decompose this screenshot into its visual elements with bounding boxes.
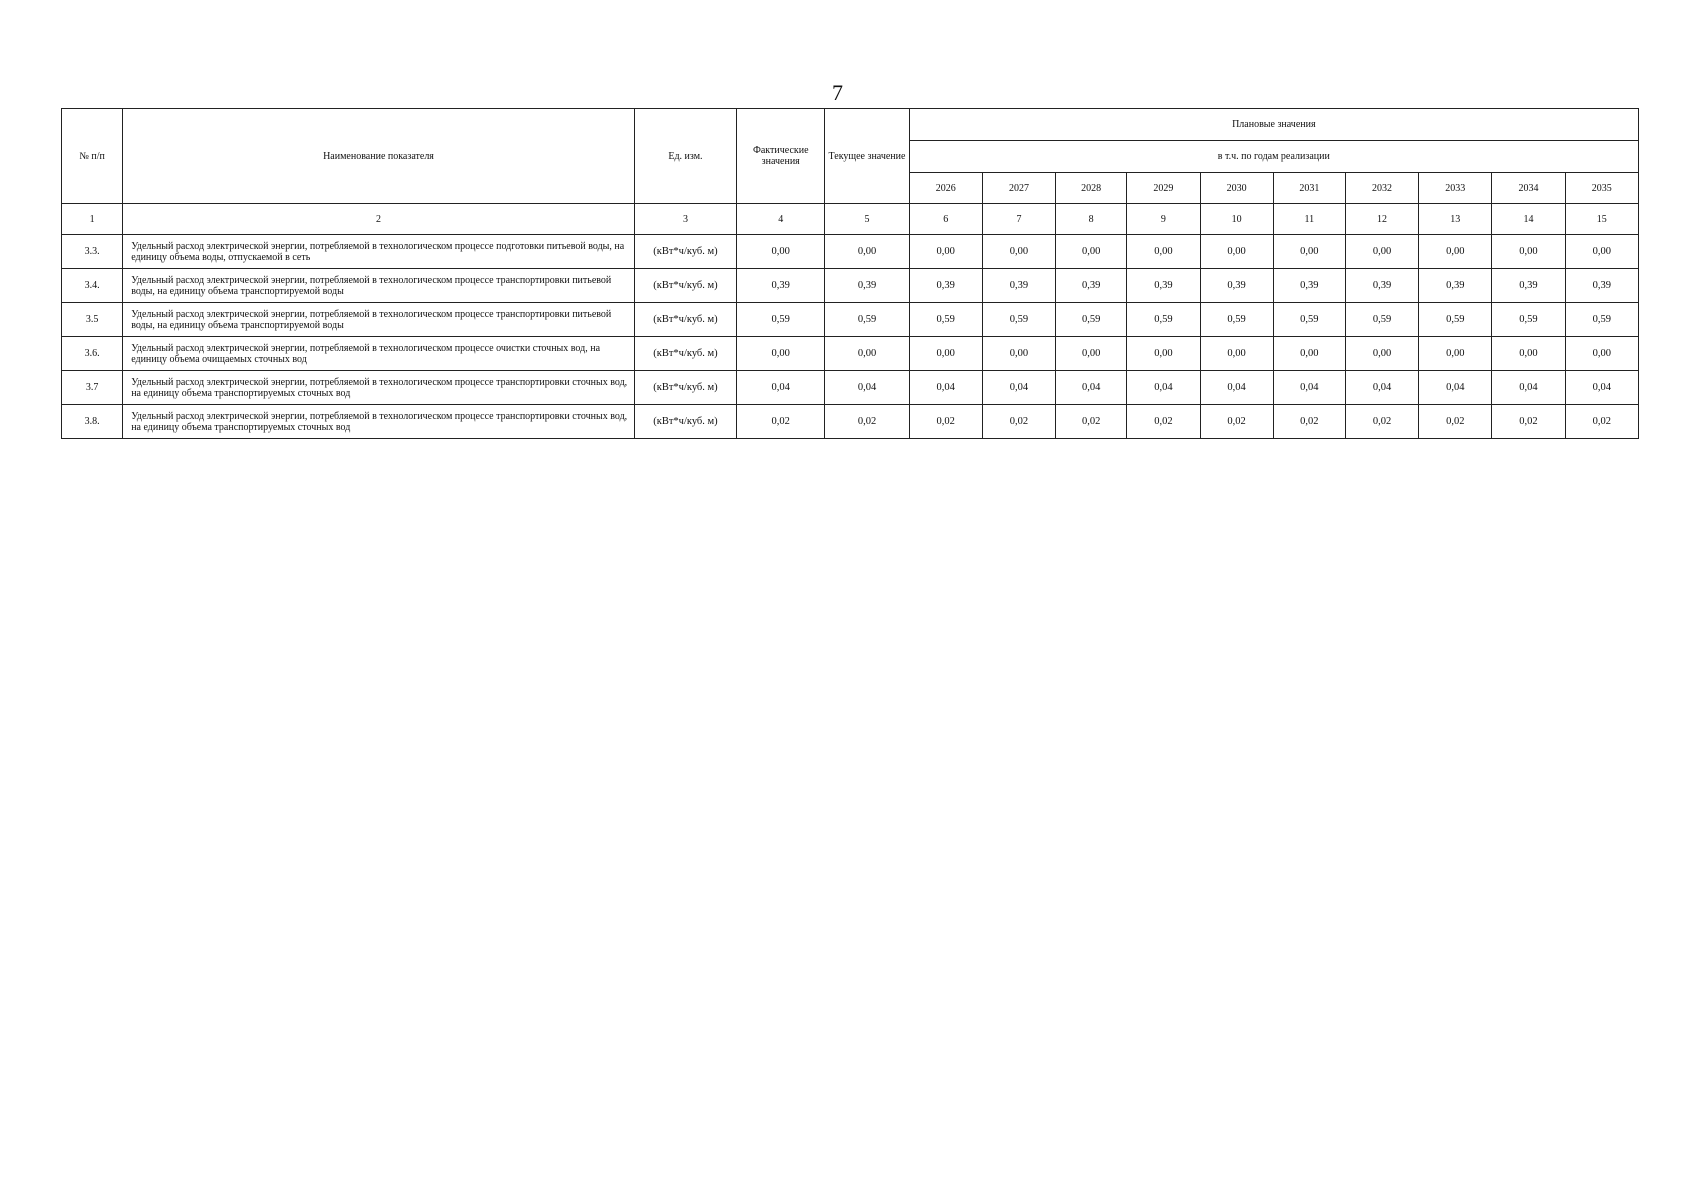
planned-value: 0,04 bbox=[1200, 371, 1273, 405]
planned-value: 0,04 bbox=[1273, 371, 1345, 405]
row-number: 3.4. bbox=[62, 269, 123, 303]
table-row bbox=[62, 371, 1639, 405]
planned-value: 0,02 bbox=[1200, 405, 1273, 439]
planned-value: 0,39 bbox=[982, 269, 1055, 303]
indicator-name: Удельный расход электрической энергии, потребляемой в технологическом процессе транспортировки питьевой воды, на единицу объема транспортируемой воды bbox=[123, 303, 635, 337]
header-unit: Ед. изм. bbox=[634, 109, 736, 204]
table-row bbox=[62, 269, 1639, 303]
header-year: 2034 bbox=[1492, 173, 1565, 204]
actual-value: 0,59 bbox=[737, 303, 825, 337]
unit-cell: (кВт*ч/куб. м) bbox=[634, 405, 736, 439]
header-year: 2032 bbox=[1345, 173, 1418, 204]
planned-value: 0,02 bbox=[1565, 405, 1638, 439]
planned-value: 0,02 bbox=[1056, 405, 1127, 439]
row-number: 3.6. bbox=[62, 337, 123, 371]
actual-value: 0,04 bbox=[737, 371, 825, 405]
planned-value: 0,00 bbox=[909, 337, 982, 371]
planned-value: 0,04 bbox=[982, 371, 1055, 405]
planned-value: 0,04 bbox=[1127, 371, 1200, 405]
header-year: 2030 bbox=[1200, 173, 1273, 204]
column-number-cell: 13 bbox=[1419, 204, 1492, 235]
column-number-cell: 9 bbox=[1127, 204, 1200, 235]
header-planned-group: Плановые значения bbox=[909, 109, 1638, 141]
header-year: 2028 bbox=[1056, 173, 1127, 204]
indicator-name: Удельный расход электрической энергии, потребляемой в технологическом процессе подготовки питьевой воды, на единицу объема воды, отпускаемой в сеть bbox=[123, 235, 635, 269]
planned-value: 0,00 bbox=[1200, 235, 1273, 269]
header-year: 2031 bbox=[1273, 173, 1345, 204]
table-header bbox=[62, 109, 1639, 235]
header-current: Текущее значение bbox=[825, 109, 909, 204]
planned-value: 0,59 bbox=[982, 303, 1055, 337]
row-number: 3.8. bbox=[62, 405, 123, 439]
planned-value: 0,00 bbox=[982, 337, 1055, 371]
header-number: № п/п bbox=[62, 109, 123, 204]
column-number-cell: 12 bbox=[1345, 204, 1418, 235]
row-number: 3.7 bbox=[62, 371, 123, 405]
actual-value: 0,00 bbox=[737, 337, 825, 371]
column-number-cell: 8 bbox=[1056, 204, 1127, 235]
planned-value: 0,39 bbox=[909, 269, 982, 303]
planned-value: 0,59 bbox=[909, 303, 982, 337]
header-year: 2035 bbox=[1565, 173, 1638, 204]
header-year: 2033 bbox=[1419, 173, 1492, 204]
planned-value: 0,00 bbox=[909, 235, 982, 269]
current-value: 0,00 bbox=[825, 337, 909, 371]
planned-value: 0,39 bbox=[1565, 269, 1638, 303]
header-planned-subgroup: в т.ч. по годам реализации bbox=[909, 141, 1638, 173]
current-value: 0,04 bbox=[825, 371, 909, 405]
planned-value: 0,00 bbox=[1345, 337, 1418, 371]
planned-value: 0,00 bbox=[1419, 235, 1492, 269]
planned-value: 0,59 bbox=[1492, 303, 1565, 337]
planned-value: 0,00 bbox=[1492, 235, 1565, 269]
planned-value: 0,00 bbox=[1273, 337, 1345, 371]
page-number-text: 7 bbox=[832, 80, 843, 105]
table-row bbox=[62, 303, 1639, 337]
planned-value: 0,02 bbox=[1419, 405, 1492, 439]
planned-value: 0,59 bbox=[1056, 303, 1127, 337]
planned-value: 0,00 bbox=[1056, 337, 1127, 371]
page-number bbox=[0, 80, 1695, 106]
planned-value: 0,02 bbox=[1492, 405, 1565, 439]
table-body bbox=[62, 235, 1639, 439]
planned-value: 0,02 bbox=[1127, 405, 1200, 439]
column-numbers-row bbox=[62, 204, 1639, 235]
column-number-cell: 11 bbox=[1273, 204, 1345, 235]
planned-value: 0,00 bbox=[1200, 337, 1273, 371]
actual-value: 0,00 bbox=[737, 235, 825, 269]
header-year: 2029 bbox=[1127, 173, 1200, 204]
indicator-name: Удельный расход электрической энергии, потребляемой в технологическом процессе очистки сточных вод, на единицу объема очищаемых сточных вод bbox=[123, 337, 635, 371]
planned-value: 0,04 bbox=[1056, 371, 1127, 405]
actual-value: 0,02 bbox=[737, 405, 825, 439]
unit-cell: (кВт*ч/куб. м) bbox=[634, 269, 736, 303]
indicator-name: Удельный расход электрической энергии, потребляемой в технологическом процессе транспортировки питьевой воды, на единицу объема транспортируемой воды bbox=[123, 269, 635, 303]
table-row bbox=[62, 405, 1639, 439]
column-number-cell: 1 bbox=[62, 204, 123, 235]
column-number-cell: 6 bbox=[909, 204, 982, 235]
unit-cell: (кВт*ч/куб. м) bbox=[634, 235, 736, 269]
planned-value: 0,02 bbox=[982, 405, 1055, 439]
planned-value: 0,39 bbox=[1419, 269, 1492, 303]
planned-value: 0,39 bbox=[1200, 269, 1273, 303]
planned-value: 0,00 bbox=[1273, 235, 1345, 269]
column-number-cell: 3 bbox=[634, 204, 736, 235]
indicator-name: Удельный расход электрической энергии, потребляемой в технологическом процессе транспортировки сточных вод, на единицу объема транспортируемых сточных вод bbox=[123, 371, 635, 405]
header-year: 2026 bbox=[909, 173, 982, 204]
column-number-cell: 7 bbox=[982, 204, 1055, 235]
planned-value: 0,00 bbox=[1492, 337, 1565, 371]
planned-value: 0,00 bbox=[1127, 337, 1200, 371]
planned-value: 0,59 bbox=[1273, 303, 1345, 337]
column-number-cell: 15 bbox=[1565, 204, 1638, 235]
header-actual: Фактические значения bbox=[737, 109, 825, 204]
planned-value: 0,39 bbox=[1056, 269, 1127, 303]
planned-value: 0,04 bbox=[1492, 371, 1565, 405]
planned-value: 0,39 bbox=[1127, 269, 1200, 303]
planned-value: 0,59 bbox=[1419, 303, 1492, 337]
column-number-cell: 10 bbox=[1200, 204, 1273, 235]
column-number-cell: 5 bbox=[825, 204, 909, 235]
planned-value: 0,04 bbox=[1345, 371, 1418, 405]
planned-value: 0,59 bbox=[1565, 303, 1638, 337]
current-value: 0,59 bbox=[825, 303, 909, 337]
current-value: 0,02 bbox=[825, 405, 909, 439]
planned-value: 0,59 bbox=[1127, 303, 1200, 337]
planned-value: 0,00 bbox=[1127, 235, 1200, 269]
column-number-cell: 2 bbox=[123, 204, 635, 235]
planned-value: 0,59 bbox=[1200, 303, 1273, 337]
current-value: 0,39 bbox=[825, 269, 909, 303]
actual-value: 0,39 bbox=[737, 269, 825, 303]
planned-value: 0,00 bbox=[1345, 235, 1418, 269]
row-number: 3.3. bbox=[62, 235, 123, 269]
planned-value: 0,39 bbox=[1273, 269, 1345, 303]
table-row bbox=[62, 337, 1639, 371]
header-name: Наименование показателя bbox=[123, 109, 635, 204]
table-row bbox=[62, 235, 1639, 269]
planned-value: 0,02 bbox=[1345, 405, 1418, 439]
column-number-cell: 4 bbox=[737, 204, 825, 235]
planned-value: 0,02 bbox=[909, 405, 982, 439]
row-number: 3.5 bbox=[62, 303, 123, 337]
current-value: 0,00 bbox=[825, 235, 909, 269]
planned-value: 0,00 bbox=[1056, 235, 1127, 269]
planned-value: 0,00 bbox=[982, 235, 1055, 269]
indicators-table bbox=[61, 108, 1639, 439]
planned-value: 0,04 bbox=[1419, 371, 1492, 405]
planned-value: 0,59 bbox=[1345, 303, 1418, 337]
planned-value: 0,00 bbox=[1419, 337, 1492, 371]
indicator-name: Удельный расход электрической энергии, потребляемой в технологическом процессе транспортировки сточных вод, на единицу объема транспортируемых сточных вод bbox=[123, 405, 635, 439]
planned-value: 0,39 bbox=[1345, 269, 1418, 303]
planned-value: 0,00 bbox=[1565, 235, 1638, 269]
column-number-cell: 14 bbox=[1492, 204, 1565, 235]
planned-value: 0,39 bbox=[1492, 269, 1565, 303]
unit-cell: (кВт*ч/куб. м) bbox=[634, 337, 736, 371]
planned-value: 0,04 bbox=[1565, 371, 1638, 405]
unit-cell: (кВт*ч/куб. м) bbox=[634, 303, 736, 337]
header-year: 2027 bbox=[982, 173, 1055, 204]
planned-value: 0,04 bbox=[909, 371, 982, 405]
planned-value: 0,02 bbox=[1273, 405, 1345, 439]
planned-value: 0,00 bbox=[1565, 337, 1638, 371]
unit-cell: (кВт*ч/куб. м) bbox=[634, 371, 736, 405]
